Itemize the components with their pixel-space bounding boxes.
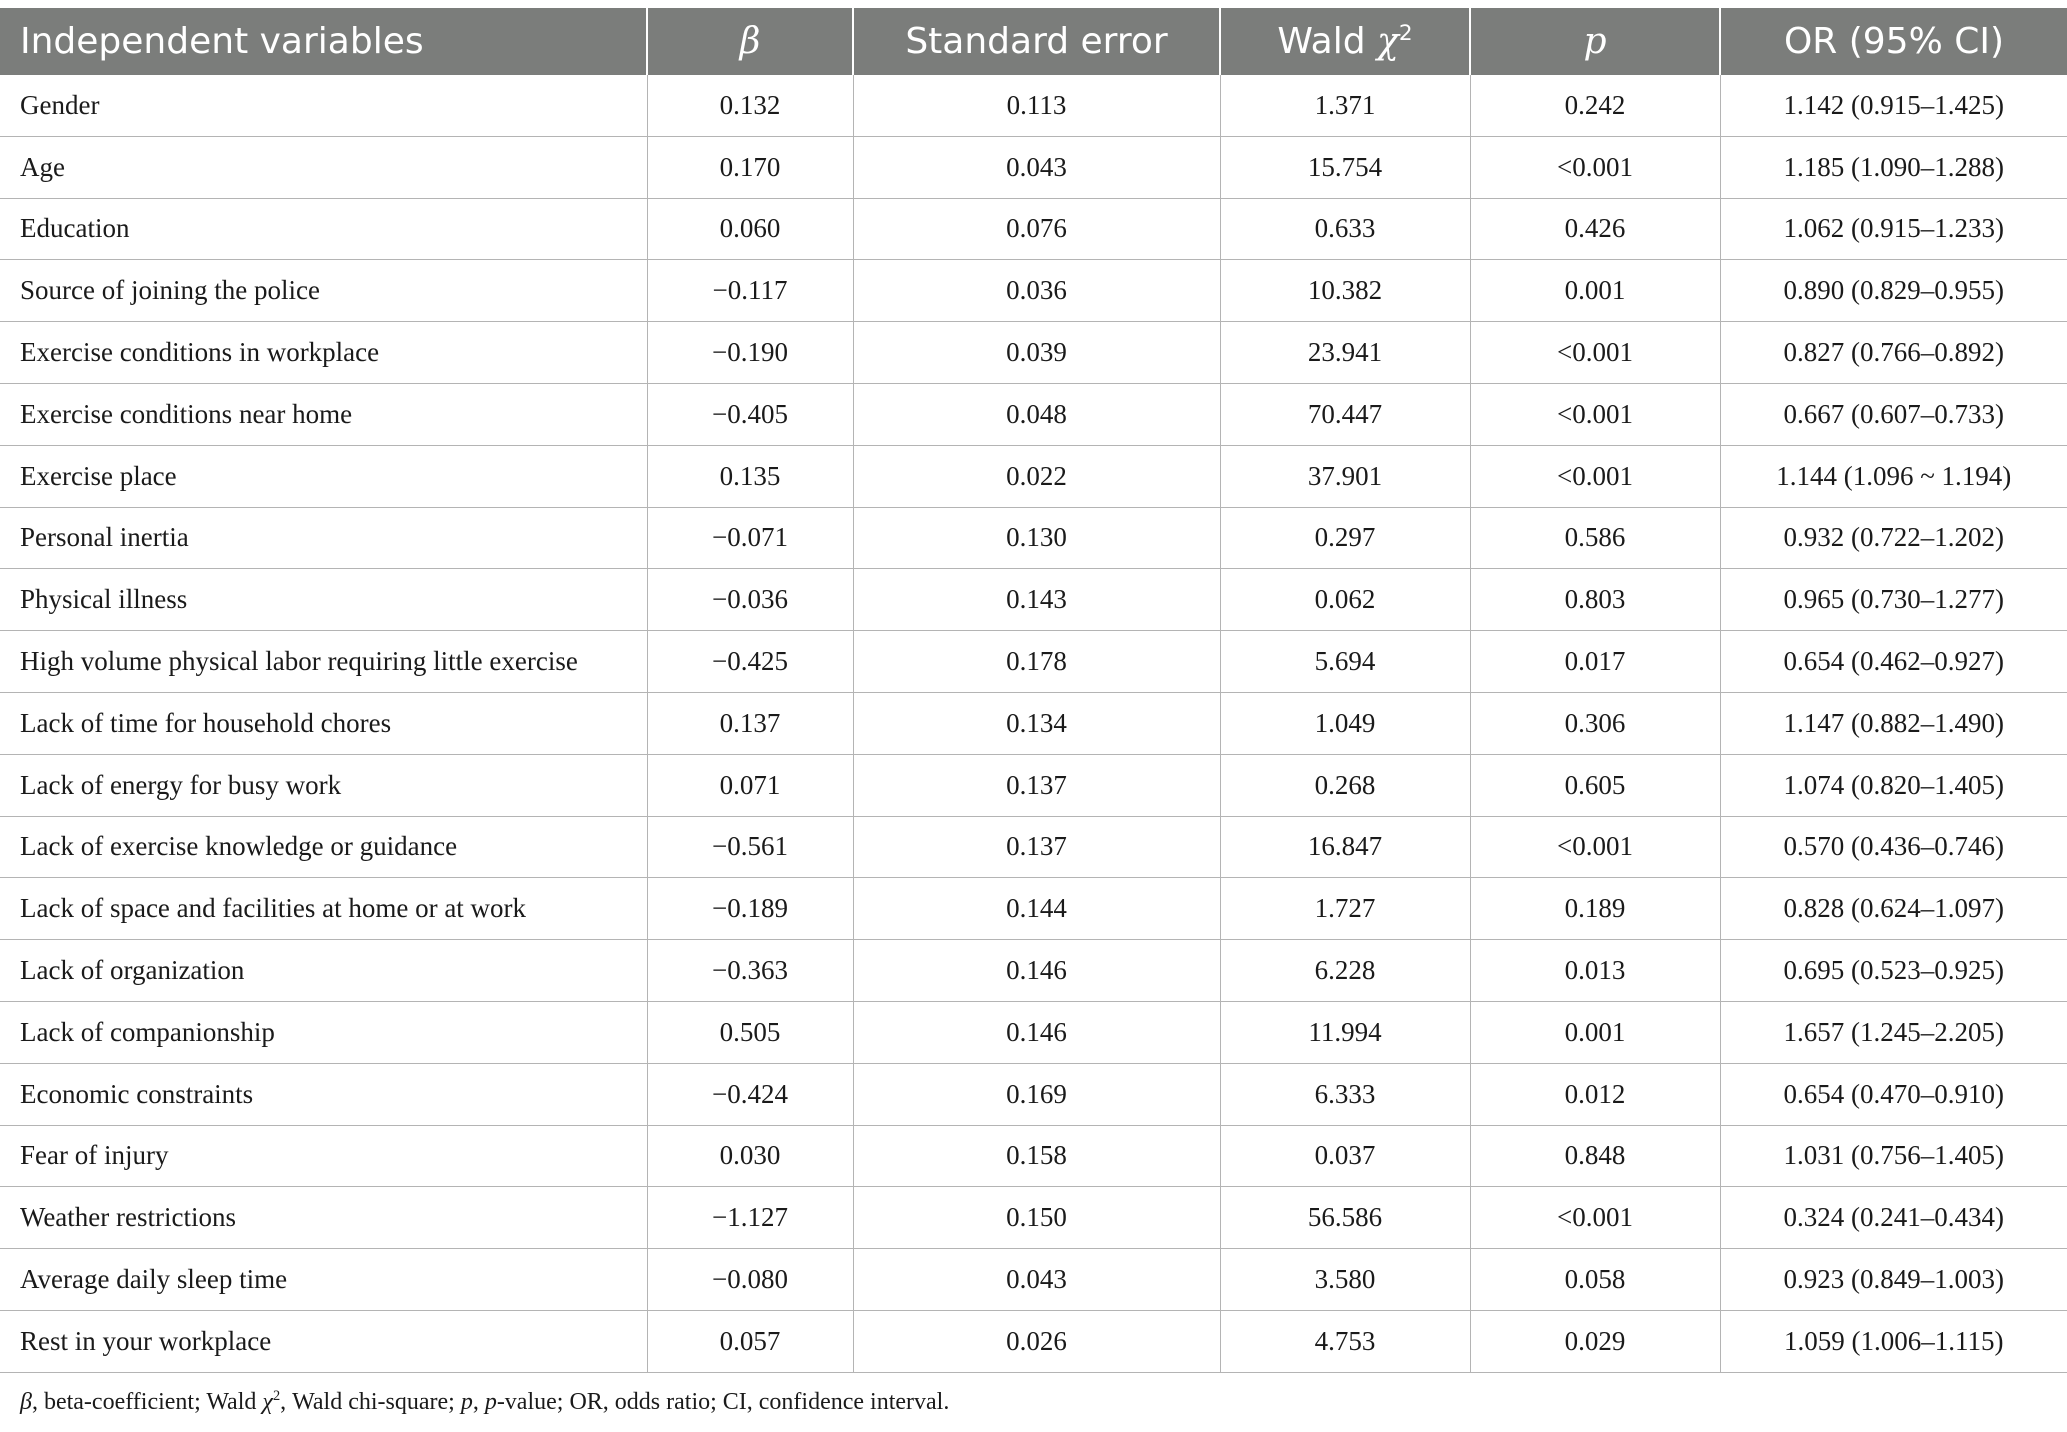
variable-cell: Average daily sleep time bbox=[0, 1249, 647, 1311]
odds-ratio-cell: 1.142 (0.915–1.425) bbox=[1720, 75, 2067, 136]
wald-cell: 0.062 bbox=[1220, 569, 1470, 631]
variable-cell: Source of joining the police bbox=[0, 260, 647, 322]
table-row bbox=[0, 383, 2067, 445]
footnote-chi: χ bbox=[262, 1389, 273, 1415]
table-footnote bbox=[20, 1388, 949, 1416]
table-row bbox=[0, 198, 2067, 260]
standard-error-cell: 0.022 bbox=[853, 445, 1220, 507]
beta-cell: −0.561 bbox=[647, 816, 853, 878]
odds-ratio-cell: 1.657 (1.245–2.205) bbox=[1720, 1001, 2067, 1063]
variable-cell: Economic constraints bbox=[0, 1063, 647, 1125]
p-value-cell: 0.001 bbox=[1470, 1001, 1720, 1063]
wald-cell: 1.371 bbox=[1220, 75, 1470, 136]
variable-cell: Fear of injury bbox=[0, 1125, 647, 1187]
odds-ratio-cell: 1.185 (1.090–1.288) bbox=[1720, 136, 2067, 198]
p-value-cell: 0.586 bbox=[1470, 507, 1720, 569]
standard-error-cell: 0.134 bbox=[853, 692, 1220, 754]
header-standard-error: Standard error bbox=[853, 8, 1220, 75]
table-row bbox=[0, 878, 2067, 940]
variable-cell: Lack of exercise knowledge or guidance bbox=[0, 816, 647, 878]
p-value-cell: 0.803 bbox=[1470, 569, 1720, 631]
standard-error-cell: 0.158 bbox=[853, 1125, 1220, 1187]
standard-error-cell: 0.076 bbox=[853, 198, 1220, 260]
standard-error-cell: 0.113 bbox=[853, 75, 1220, 136]
wald-cell: 0.633 bbox=[1220, 198, 1470, 260]
standard-error-cell: 0.146 bbox=[853, 1001, 1220, 1063]
table-row bbox=[0, 940, 2067, 1002]
wald-cell: 6.333 bbox=[1220, 1063, 1470, 1125]
wald-cell: 3.580 bbox=[1220, 1249, 1470, 1311]
wald-cell: 4.753 bbox=[1220, 1310, 1470, 1372]
odds-ratio-cell: 0.965 (0.730–1.277) bbox=[1720, 569, 2067, 631]
regression-table-container bbox=[0, 8, 2067, 1373]
table-row bbox=[0, 1125, 2067, 1187]
odds-ratio-cell: 0.324 (0.241–0.434) bbox=[1720, 1187, 2067, 1249]
odds-ratio-cell: 0.923 (0.849–1.003) bbox=[1720, 1249, 2067, 1311]
variable-cell: Weather restrictions bbox=[0, 1187, 647, 1249]
beta-cell: −0.425 bbox=[647, 631, 853, 693]
table-body bbox=[0, 75, 2067, 1372]
variable-cell: Lack of space and facilities at home or at work bbox=[0, 878, 647, 940]
standard-error-cell: 0.137 bbox=[853, 754, 1220, 816]
odds-ratio-cell: 0.654 (0.470–0.910) bbox=[1720, 1063, 2067, 1125]
p-value-cell: 0.058 bbox=[1470, 1249, 1720, 1311]
standard-error-cell: 0.043 bbox=[853, 136, 1220, 198]
variable-cell: Age bbox=[0, 136, 647, 198]
standard-error-cell: 0.036 bbox=[853, 260, 1220, 322]
beta-cell: 0.135 bbox=[647, 445, 853, 507]
header-independent-variables: Independent variables bbox=[0, 8, 647, 75]
p-value-cell: 0.012 bbox=[1470, 1063, 1720, 1125]
variable-cell: Gender bbox=[0, 75, 647, 136]
wald-cell: 6.228 bbox=[1220, 940, 1470, 1002]
odds-ratio-cell: 1.059 (1.006–1.115) bbox=[1720, 1310, 2067, 1372]
beta-cell: −0.189 bbox=[647, 878, 853, 940]
p-value-cell: 0.189 bbox=[1470, 878, 1720, 940]
beta-cell: −0.424 bbox=[647, 1063, 853, 1125]
p-value-cell: <0.001 bbox=[1470, 445, 1720, 507]
table-row bbox=[0, 754, 2067, 816]
chi-symbol: χ bbox=[1377, 21, 1399, 62]
odds-ratio-cell: 0.890 (0.829–0.955) bbox=[1720, 260, 2067, 322]
variable-cell: Physical illness bbox=[0, 569, 647, 631]
variable-cell: Lack of organization bbox=[0, 940, 647, 1002]
wald-cell: 15.754 bbox=[1220, 136, 1470, 198]
variable-cell: High volume physical labor requiring little exercise bbox=[0, 631, 647, 693]
beta-cell: 0.071 bbox=[647, 754, 853, 816]
p-value-cell: 0.605 bbox=[1470, 754, 1720, 816]
table-row bbox=[0, 1310, 2067, 1372]
p-value-cell: 0.013 bbox=[1470, 940, 1720, 1002]
p-value-cell: 0.242 bbox=[1470, 75, 1720, 136]
wald-cell: 5.694 bbox=[1220, 631, 1470, 693]
odds-ratio-cell: 1.144 (1.096 ~ 1.194) bbox=[1720, 445, 2067, 507]
footnote-p-1: p bbox=[460, 1389, 473, 1415]
variable-cell: Education bbox=[0, 198, 647, 260]
odds-ratio-cell: 0.827 (0.766–0.892) bbox=[1720, 322, 2067, 384]
p-value-cell: 0.001 bbox=[1470, 260, 1720, 322]
standard-error-cell: 0.026 bbox=[853, 1310, 1220, 1372]
standard-error-cell: 0.143 bbox=[853, 569, 1220, 631]
variable-cell: Lack of time for household chores bbox=[0, 692, 647, 754]
header-row bbox=[0, 8, 2067, 75]
wald-cell: 0.037 bbox=[1220, 1125, 1470, 1187]
beta-cell: −0.036 bbox=[647, 569, 853, 631]
beta-cell: −0.190 bbox=[647, 322, 853, 384]
footnote-text-3: , bbox=[472, 1389, 485, 1415]
beta-cell: 0.170 bbox=[647, 136, 853, 198]
p-value-cell: <0.001 bbox=[1470, 322, 1720, 384]
standard-error-cell: 0.039 bbox=[853, 322, 1220, 384]
header-beta bbox=[647, 8, 853, 75]
footnote-text-1: , beta-coefficient; Wald bbox=[31, 1389, 263, 1415]
table-row bbox=[0, 692, 2067, 754]
standard-error-cell: 0.178 bbox=[853, 631, 1220, 693]
footnote-text-2: , Wald chi-square; bbox=[280, 1389, 461, 1415]
table-row bbox=[0, 1249, 2067, 1311]
odds-ratio-cell: 1.062 (0.915–1.233) bbox=[1720, 198, 2067, 260]
standard-error-cell: 0.043 bbox=[853, 1249, 1220, 1311]
wald-label: Wald bbox=[1277, 21, 1378, 62]
wald-cell: 23.941 bbox=[1220, 322, 1470, 384]
table-row bbox=[0, 322, 2067, 384]
table-row bbox=[0, 1187, 2067, 1249]
table-row bbox=[0, 75, 2067, 136]
odds-ratio-cell: 1.074 (0.820–1.405) bbox=[1720, 754, 2067, 816]
beta-symbol: β bbox=[739, 21, 761, 62]
table-row bbox=[0, 1001, 2067, 1063]
footnote-text-4: -value; OR, odds ratio; CI, confidence interval. bbox=[496, 1389, 950, 1415]
p-value-cell: 0.306 bbox=[1470, 692, 1720, 754]
beta-cell: −0.405 bbox=[647, 383, 853, 445]
p-value-cell: <0.001 bbox=[1470, 1187, 1720, 1249]
table-row bbox=[0, 507, 2067, 569]
standard-error-cell: 0.146 bbox=[853, 940, 1220, 1002]
beta-cell: −1.127 bbox=[647, 1187, 853, 1249]
table-row bbox=[0, 1063, 2067, 1125]
wald-cell: 0.268 bbox=[1220, 754, 1470, 816]
odds-ratio-cell: 0.828 (0.624–1.097) bbox=[1720, 878, 2067, 940]
odds-ratio-cell: 0.932 (0.722–1.202) bbox=[1720, 507, 2067, 569]
footnote-beta: β bbox=[20, 1389, 32, 1415]
table-row bbox=[0, 445, 2067, 507]
variable-cell: Exercise conditions in workplace bbox=[0, 322, 647, 384]
odds-ratio-cell: 1.147 (0.882–1.490) bbox=[1720, 692, 2067, 754]
beta-cell: −0.071 bbox=[647, 507, 853, 569]
table-row bbox=[0, 631, 2067, 693]
table-row bbox=[0, 816, 2067, 878]
wald-cell: 0.297 bbox=[1220, 507, 1470, 569]
odds-ratio-cell: 0.570 (0.436–0.746) bbox=[1720, 816, 2067, 878]
variable-cell: Rest in your workplace bbox=[0, 1310, 647, 1372]
regression-table bbox=[0, 8, 2067, 1373]
odds-ratio-cell: 1.031 (0.756–1.405) bbox=[1720, 1125, 2067, 1187]
header-wald-chi-square bbox=[1220, 8, 1470, 75]
odds-ratio-cell: 0.654 (0.462–0.927) bbox=[1720, 631, 2067, 693]
standard-error-cell: 0.137 bbox=[853, 816, 1220, 878]
p-value-cell: 0.029 bbox=[1470, 1310, 1720, 1372]
chi-superscript: 2 bbox=[1398, 21, 1413, 46]
wald-cell: 1.727 bbox=[1220, 878, 1470, 940]
wald-cell: 16.847 bbox=[1220, 816, 1470, 878]
footnote-p-2: p bbox=[484, 1389, 497, 1415]
wald-cell: 37.901 bbox=[1220, 445, 1470, 507]
standard-error-cell: 0.150 bbox=[853, 1187, 1220, 1249]
beta-cell: 0.137 bbox=[647, 692, 853, 754]
standard-error-cell: 0.144 bbox=[853, 878, 1220, 940]
beta-cell: −0.080 bbox=[647, 1249, 853, 1311]
wald-cell: 10.382 bbox=[1220, 260, 1470, 322]
table-row bbox=[0, 136, 2067, 198]
header-odds-ratio: OR (95% CI) bbox=[1720, 8, 2067, 75]
standard-error-cell: 0.130 bbox=[853, 507, 1220, 569]
wald-cell: 11.994 bbox=[1220, 1001, 1470, 1063]
variable-cell: Exercise place bbox=[0, 445, 647, 507]
p-value-cell: <0.001 bbox=[1470, 816, 1720, 878]
p-value-cell: <0.001 bbox=[1470, 383, 1720, 445]
wald-cell: 56.586 bbox=[1220, 1187, 1470, 1249]
header-p-value bbox=[1470, 8, 1720, 75]
beta-cell: 0.505 bbox=[647, 1001, 853, 1063]
beta-cell: −0.363 bbox=[647, 940, 853, 1002]
table-row bbox=[0, 260, 2067, 322]
variable-cell: Lack of companionship bbox=[0, 1001, 647, 1063]
wald-cell: 1.049 bbox=[1220, 692, 1470, 754]
beta-cell: 0.057 bbox=[647, 1310, 853, 1372]
odds-ratio-cell: 0.695 (0.523–0.925) bbox=[1720, 940, 2067, 1002]
wald-cell: 70.447 bbox=[1220, 383, 1470, 445]
beta-cell: 0.132 bbox=[647, 75, 853, 136]
variable-cell: Personal inertia bbox=[0, 507, 647, 569]
standard-error-cell: 0.169 bbox=[853, 1063, 1220, 1125]
beta-cell: 0.030 bbox=[647, 1125, 853, 1187]
table-row bbox=[0, 569, 2067, 631]
beta-cell: 0.060 bbox=[647, 198, 853, 260]
p-value-cell: 0.426 bbox=[1470, 198, 1720, 260]
p-value-cell: 0.848 bbox=[1470, 1125, 1720, 1187]
p-value-cell: 0.017 bbox=[1470, 631, 1720, 693]
beta-cell: −0.117 bbox=[647, 260, 853, 322]
p-value-cell: <0.001 bbox=[1470, 136, 1720, 198]
odds-ratio-cell: 0.667 (0.607–0.733) bbox=[1720, 383, 2067, 445]
variable-cell: Lack of energy for busy work bbox=[0, 754, 647, 816]
p-symbol: p bbox=[1583, 21, 1607, 62]
variable-cell: Exercise conditions near home bbox=[0, 383, 647, 445]
footnote-chi-sup: 2 bbox=[272, 1388, 281, 1404]
standard-error-cell: 0.048 bbox=[853, 383, 1220, 445]
